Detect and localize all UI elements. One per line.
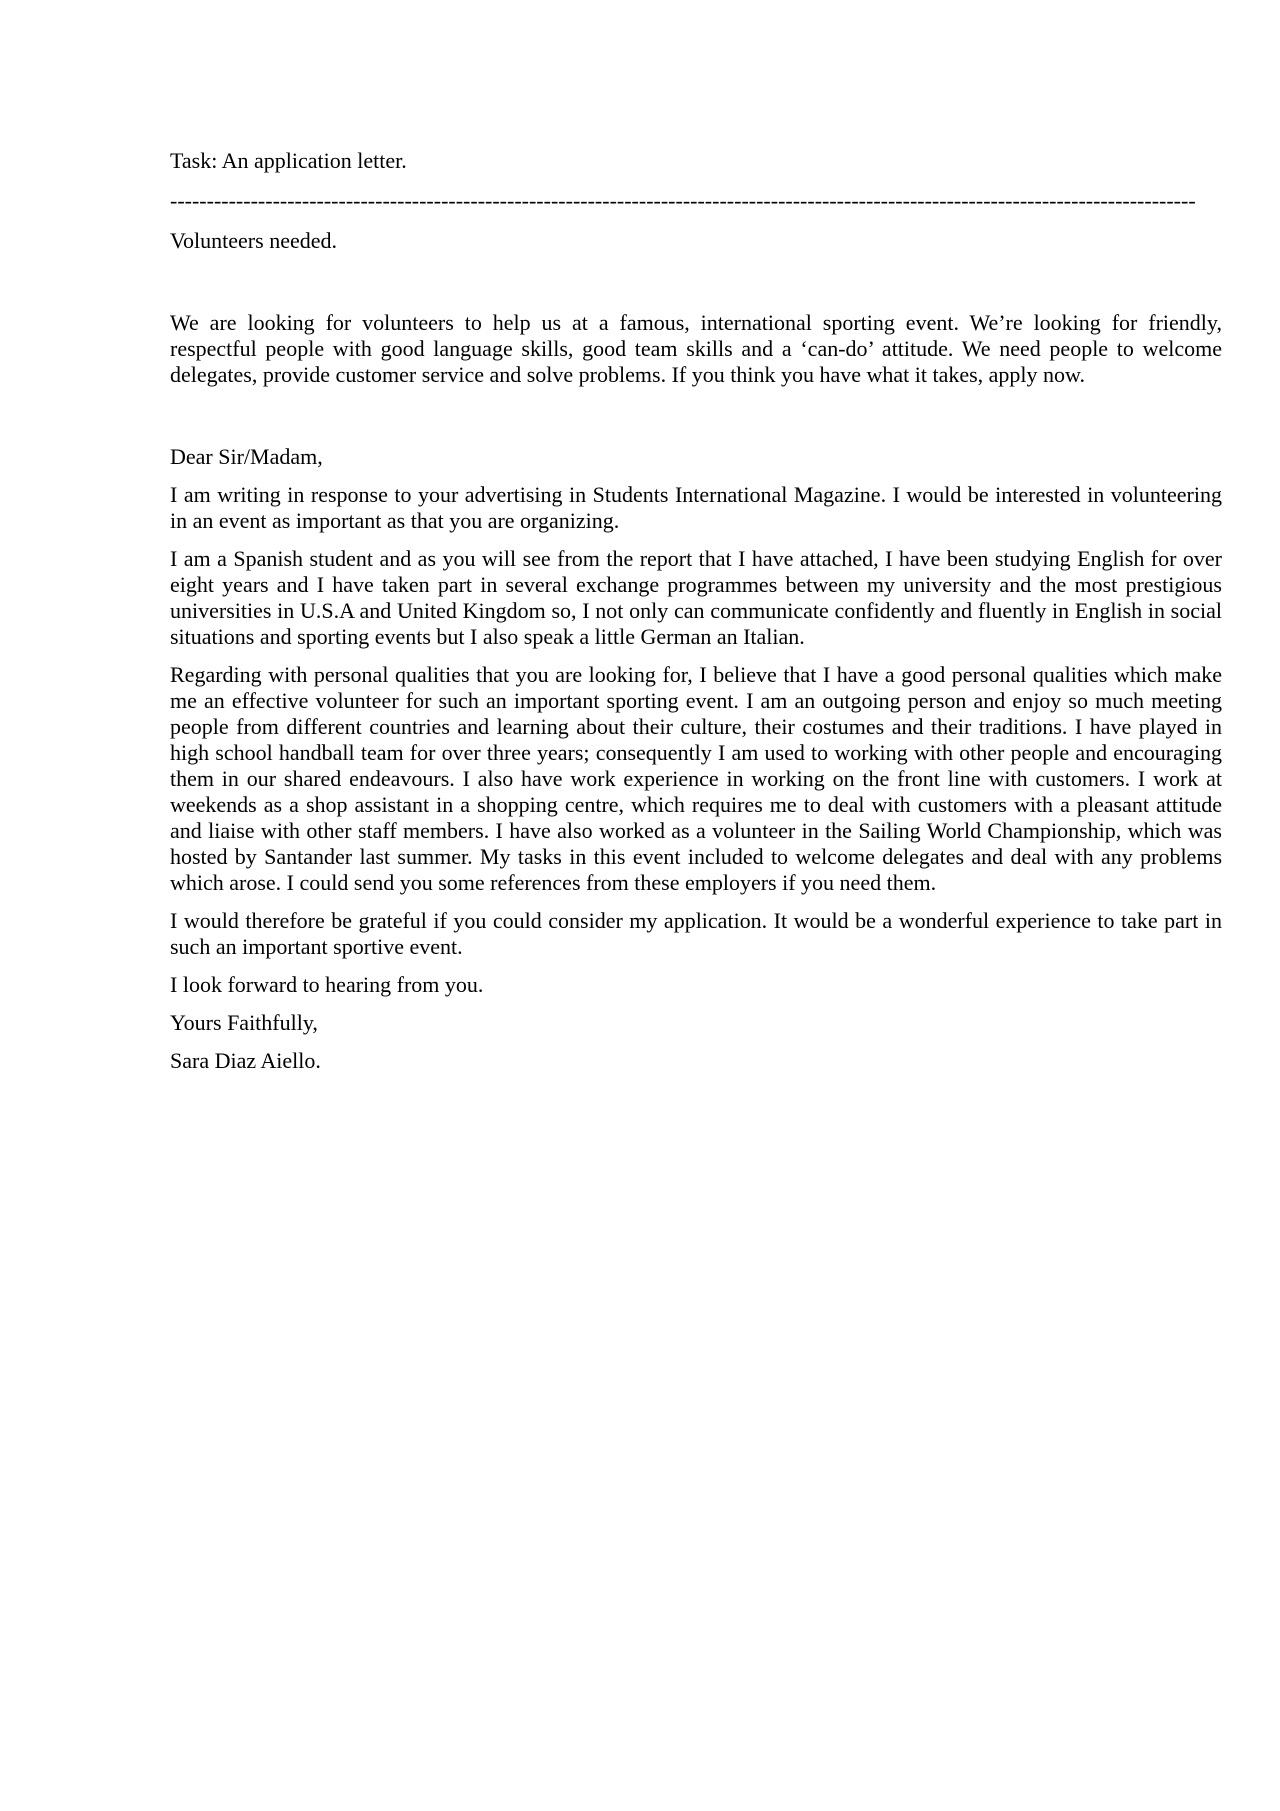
letter-sign-off: Yours Faithfully, bbox=[170, 1010, 318, 1035]
letter-paragraph-1: I am writing in response to your advertising in Students International Magazine. I would be interested in volunteering in an event as important as that you are organizing. bbox=[170, 482, 1222, 533]
letter-paragraph-2: I am a Spanish student and as you will see from the report that I have attached, I have been studying English for over eight years and I have taken part in several exchange programmes between my university and the most prestigious universities in U.S.A and United Kingdom so, I not only can communicate confidently and fluently in English in social situations and sporting events but I also speak a little German an Italian. bbox=[170, 546, 1222, 649]
task-heading: Task: An application letter. bbox=[170, 148, 407, 173]
letter-paragraph-4: I would therefore be grateful if you could consider my application. It would be a wonderful experience to take part in such an important sportive event. bbox=[170, 908, 1222, 959]
document-page bbox=[170, 148, 1222, 1074]
ad-text: We are looking for volunteers to help us at a famous, international sporting event. We’re looking for friendly, respectful people with good language skills, good team skills and a ‘can-do’ attitude. We need people to welcome delegates, provide customer service and solve problems. If you think you have what it takes, apply now. bbox=[170, 310, 1222, 387]
letter-signature: Sara Diaz Aiello. bbox=[170, 1048, 321, 1073]
letter-paragraph-3: Regarding with personal qualities that you are looking for, I believe that I have a good personal qualities which make me an effective volunteer for such an important sporting event. I am an outgoing person and enjoy so much meeting people from different countries and learning about their culture, their costumes and their traditions. I have played in high school handball team for over three years; consequently I am used to working with other people and encouraging them in our shared endeavours. I also have work experience in working on the front line with customers. I work at weekends as a shop assistant in a shopping centre, which requires me to deal with customers with a pleasant attitude and liaise with other staff members. I have also worked as a volunteer in the Sailing World Championship, which was hosted by Santander last summer. My tasks in this event included to welcome delegates and deal with any problems which arose. I could send you some references from these employers if you need them. bbox=[170, 662, 1222, 895]
ad-title: Volunteers needed. bbox=[170, 228, 337, 253]
letter-greeting: Dear Sir/Madam, bbox=[170, 444, 323, 469]
letter-closing-line: I look forward to hearing from you. bbox=[170, 972, 484, 997]
separator-line: -------------------------------------------------------------------------------------------------------------------------------------------- bbox=[170, 188, 1196, 213]
